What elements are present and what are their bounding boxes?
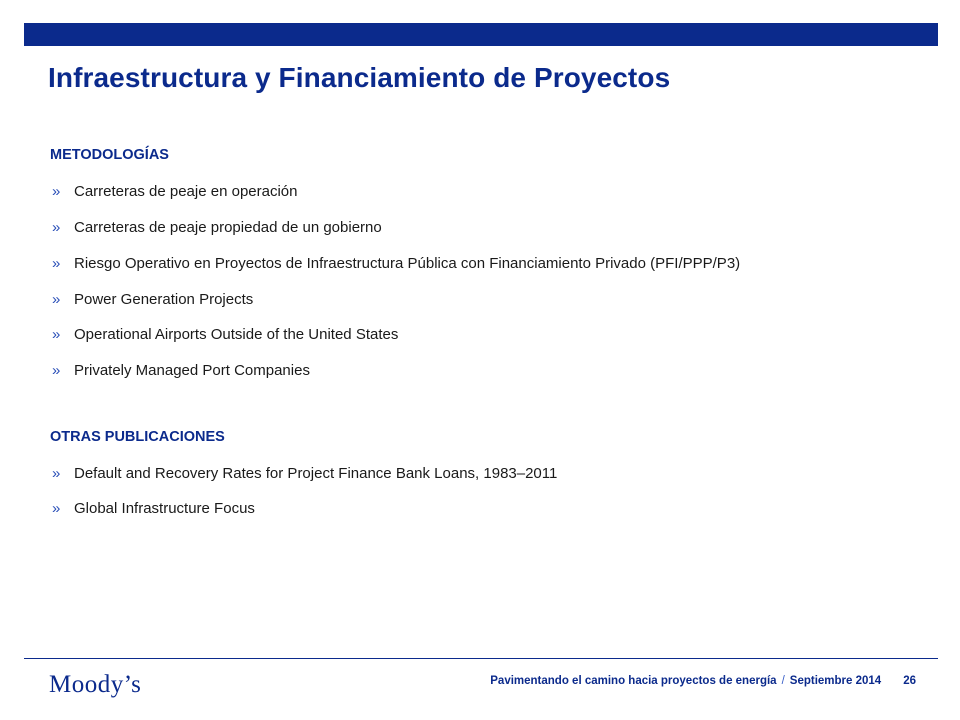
list-item[interactable] — [52, 217, 382, 237]
chevron-right-icon: » — [52, 361, 61, 379]
list-item-label: Operational Airports Outside of the United States — [74, 325, 399, 343]
header-bar — [24, 23, 938, 46]
section-heading-otras-publicaciones: OTRAS PUBLICACIONES — [50, 429, 225, 445]
page-number: 26 — [903, 675, 916, 687]
chevron-right-icon: » — [52, 254, 61, 272]
footer-divider — [24, 658, 938, 659]
list-item-label: Power Generation Projects — [74, 290, 254, 308]
moodys-logo: Moody’s — [49, 671, 142, 698]
list-item-label: Privately Managed Port Companies — [74, 361, 310, 379]
footer-separator: / — [781, 675, 785, 687]
list-item[interactable] — [52, 498, 255, 518]
document-date: Septiembre 2014 — [789, 675, 882, 687]
list-item[interactable] — [52, 181, 297, 201]
chevron-right-icon: » — [52, 464, 61, 482]
footer-caption — [490, 675, 916, 687]
list-item-label: Carreteras de peaje propiedad de un gobierno — [74, 218, 382, 236]
section-heading-metodologias: METODOLOGÍAS — [50, 147, 169, 163]
list-item-label: Riesgo Operativo en Proyectos de Infraestructura Pública con Financiamiento Privado (PFI/PPP/P3) — [74, 254, 741, 272]
list-item[interactable] — [52, 463, 557, 483]
chevron-right-icon: » — [52, 499, 61, 517]
chevron-right-icon: » — [52, 182, 61, 200]
list-item-label: Default and Recovery Rates for Project Finance Bank Loans, 1983–2011 — [74, 464, 558, 482]
chevron-right-icon: » — [52, 325, 61, 343]
list-item[interactable] — [52, 253, 740, 273]
list-item-label: Carreteras de peaje en operación — [74, 182, 298, 200]
list-item[interactable] — [52, 324, 398, 344]
chevron-right-icon: » — [52, 218, 61, 236]
document-name: Pavimentando el camino hacia proyectos de energía — [490, 675, 777, 687]
page-title: Infraestructura y Financiamiento de Proyectos — [48, 62, 671, 93]
chevron-right-icon: » — [52, 290, 61, 308]
list-item-label: Global Infrastructure Focus — [74, 499, 255, 517]
list-item[interactable] — [52, 289, 253, 309]
list-item[interactable] — [52, 360, 310, 380]
